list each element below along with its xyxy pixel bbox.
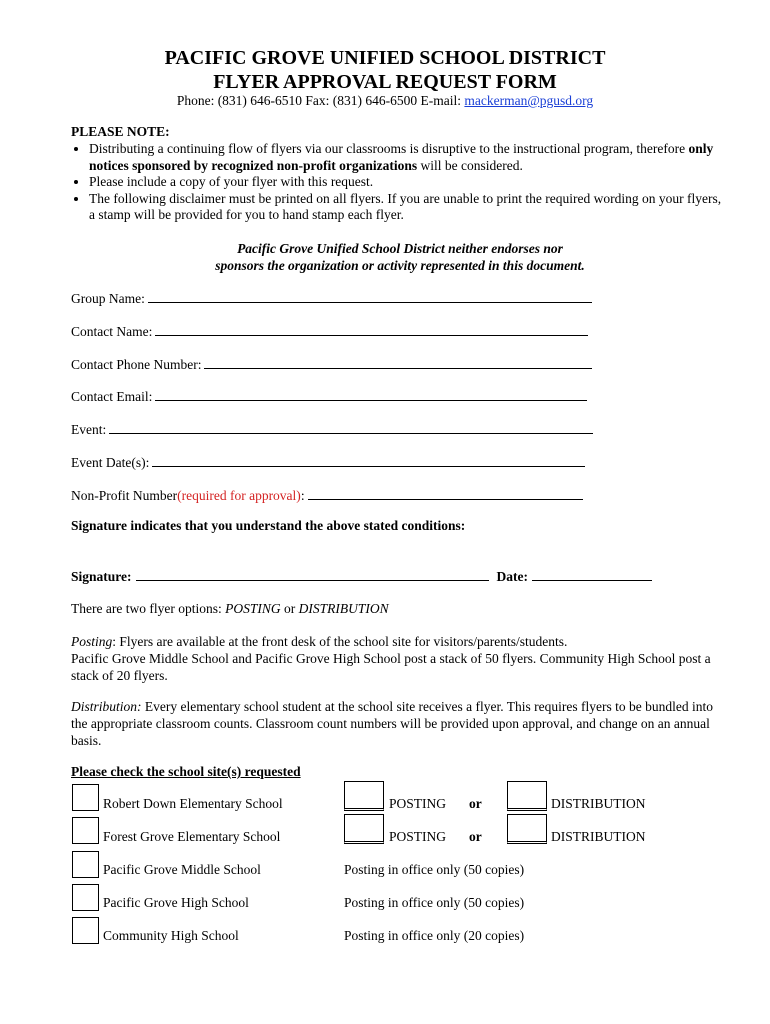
- date-label: Date:: [496, 569, 528, 584]
- field-colon: :: [300, 488, 305, 503]
- or-word: or: [280, 601, 299, 616]
- field-label: Event Date(s):: [71, 455, 150, 470]
- signature-note: Signature indicates that you understand the above stated conditions:: [71, 518, 466, 533]
- form-title: FLYER APPROVAL REQUEST FORM: [213, 71, 557, 93]
- contact-info: Phone: (831) 646-6510 Fax: (831) 646-6500 E-mail:: [176, 93, 465, 108]
- nonprofit-field[interactable]: [71, 486, 583, 505]
- site-checkbox-community-high[interactable]: [72, 917, 99, 944]
- site-label-forest-grove: Forest Grove Elementary School: [103, 829, 281, 844]
- group-name-field[interactable]: [71, 289, 592, 308]
- sites-heading: Please check the school site(s) requested: [71, 764, 301, 779]
- note-emphasis: only notices sponsored by recognized non-profit organizations: [89, 141, 714, 173]
- date-input[interactable]: [532, 567, 652, 581]
- posting-checkbox-robert-down[interactable]: [344, 781, 384, 811]
- contact-line: [0, 92, 770, 110]
- contact-email-field[interactable]: [71, 387, 587, 406]
- distribution-label: Distribution:: [71, 699, 142, 714]
- event-field[interactable]: [71, 420, 593, 439]
- disclaimer: [0, 240, 770, 274]
- contact-phone-field[interactable]: [71, 355, 592, 374]
- options-intro: [71, 600, 731, 617]
- distribution-paragraph: [71, 698, 731, 749]
- event-input[interactable]: [109, 420, 593, 434]
- posting-checkbox-forest-grove[interactable]: [344, 814, 384, 844]
- site-label-community-high: Community High School: [103, 928, 239, 943]
- note-item: • Please include a copy of your flyer with this request.: [89, 174, 729, 191]
- site-checkbox-robert-down[interactable]: [72, 784, 99, 811]
- posting-option-label: POSTING: [389, 796, 447, 811]
- note-text: Distributing a continuing flow of flyers via our classrooms is disruptive to the instructional program, therefore: [89, 141, 689, 156]
- posting-option-label: POSTING: [389, 829, 447, 844]
- site-checkbox-pg-high[interactable]: [72, 884, 99, 911]
- note-item: • The following disclaimer must be printed on all flyers. If you are unable to print the required wording on your flyers, a stamp will be provided for you to hand stamp each flyer.: [89, 191, 729, 224]
- distribution-checkbox-forest-grove[interactable]: [507, 814, 547, 844]
- note-text-tail: will be considered.: [417, 157, 523, 173]
- office-posting-note: Posting in office only (50 copies): [344, 862, 525, 877]
- event-dates-field[interactable]: [71, 453, 585, 472]
- distribution-checkbox-robert-down[interactable]: [507, 781, 547, 811]
- posting-paragraph: [71, 633, 731, 684]
- site-label-pg-high: Pacific Grove High School: [103, 895, 249, 910]
- options-intro-text: There are two flyer options:: [71, 601, 226, 616]
- office-posting-note: Posting in office only (50 copies): [344, 895, 525, 910]
- disclaimer-line: sponsors the organization or activity represented in this document.: [215, 258, 585, 273]
- posting-label: Posting: [71, 634, 113, 649]
- event-dates-input[interactable]: [152, 453, 585, 467]
- please-note-heading: PLEASE NOTE:: [71, 124, 170, 139]
- disclaimer-line: Pacific Grove Unified School District neither endorses nor: [237, 241, 563, 256]
- field-label: Event:: [71, 422, 107, 437]
- posting-word: POSTING: [225, 601, 281, 616]
- field-label: Contact Name:: [71, 324, 153, 339]
- signature-row: [71, 567, 660, 585]
- contact-name-field[interactable]: [71, 322, 588, 341]
- nonprofit-input[interactable]: [308, 486, 583, 500]
- note-item: [89, 141, 729, 174]
- site-checkbox-forest-grove[interactable]: [72, 817, 99, 844]
- field-label: Contact Email:: [71, 389, 153, 404]
- district-title: PACIFIC GROVE UNIFIED SCHOOL DISTRICT: [164, 47, 606, 69]
- group-name-input[interactable]: [148, 289, 592, 303]
- distribution-text: Every elementary school student at the school site receives a flyer. This requires flyers to be bundled into the appropriate classroom counts. Classroom count numbers will be provided upon approval, and change on an annual basis.: [71, 699, 713, 748]
- site-checkbox-pg-middle[interactable]: [72, 851, 99, 878]
- contact-name-input[interactable]: [155, 322, 588, 336]
- email-link[interactable]: mackerman@pgusd.org: [464, 93, 594, 108]
- distribution-option-label: DISTRIBUTION: [551, 829, 646, 844]
- required-note: (required for approval): [177, 488, 301, 503]
- field-label: Non-Profit Number: [71, 488, 178, 503]
- signature-label: Signature:: [71, 569, 132, 584]
- field-label: Contact Phone Number:: [71, 357, 202, 372]
- contact-phone-input[interactable]: [204, 355, 592, 369]
- posting-text: : Flyers are available at the front desk of the school site for visitors/parents/students.: [112, 634, 568, 649]
- contact-email-input[interactable]: [155, 387, 587, 401]
- signature-input[interactable]: [136, 567, 489, 581]
- field-label: Group Name:: [71, 291, 145, 306]
- or-label: or: [469, 796, 482, 811]
- site-label-robert-down: Robert Down Elementary School: [103, 796, 283, 811]
- notes-list: [71, 141, 729, 224]
- office-posting-note: Posting in office only (20 copies): [344, 928, 525, 943]
- distribution-word: DISTRIBUTION: [298, 601, 389, 616]
- posting-text-2: Pacific Grove Middle School and Pacific Grove High School post a stack of 50 flyers. Community High School post a stack of 20 flyers.: [71, 651, 711, 683]
- site-label-pg-middle: Pacific Grove Middle School: [103, 862, 261, 877]
- distribution-option-label: DISTRIBUTION: [551, 796, 646, 811]
- or-label: or: [469, 829, 482, 844]
